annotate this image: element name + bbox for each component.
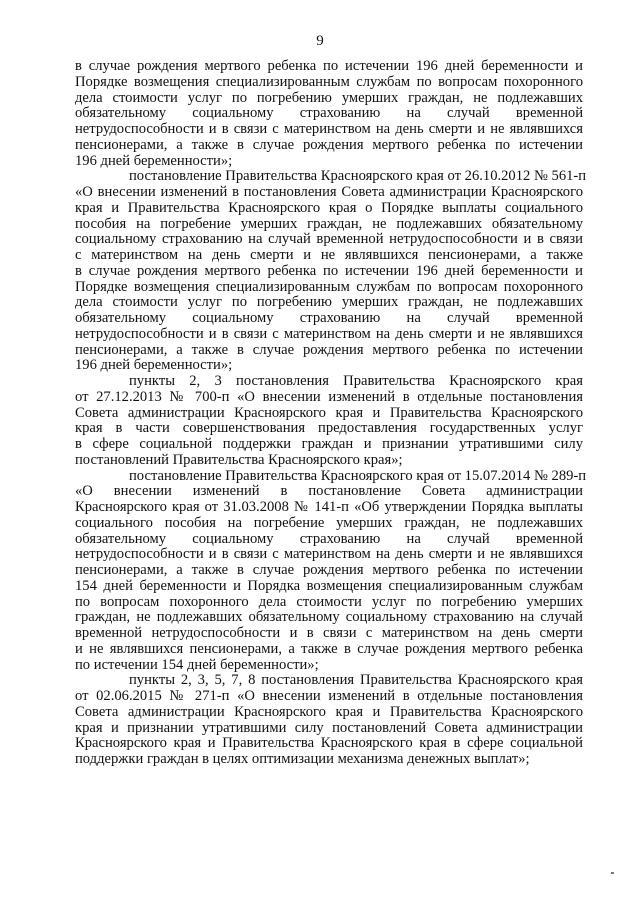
text-line: пенсионерами, а также в случае рождения мертвого ребенка по истечении	[75, 341, 583, 358]
text-line: нетрудоспособности и в связи с материнством на день смерти и не являвшихся	[75, 325, 583, 342]
text-line: постановлений Правительства Красноярского края»;	[75, 451, 403, 468]
text-line: в случае рождения мертвого ребенка по истечении 196 дней беременности и	[75, 58, 583, 74]
document-body	[75, 58, 587, 768]
text-line: Красноярского края и Правительства Красноярского края в сфере социальной	[75, 735, 583, 752]
text-line: по истечении 154 дней беременности»;	[75, 656, 319, 673]
text-line: пенсионерами, а также в случае рождения мертвого ребенка по истечении	[75, 136, 583, 153]
text-line: пособия на погребение умерших граждан, не подлежавших обязательному	[75, 215, 583, 232]
text-line: постановление Правительства Красноярского края от 26.10.2012 № 561-п	[129, 168, 587, 185]
text-line: обязательному социальному страхованию на случай временной	[75, 310, 583, 326]
text-line: края в части совершенствования предоставления государственных услуг	[75, 420, 583, 437]
text-line: от 02.06.2015 № 271-п «О внесении изменений в отдельные постановления	[75, 688, 583, 704]
text-line: 196 дней беременности»;	[75, 357, 233, 374]
page-number: 9	[316, 33, 324, 49]
text-line: «О внесении изменений в постановление Совета администрации	[75, 483, 583, 500]
text-line: граждан, не подлежавших обязательному социальному страхованию на случай	[75, 609, 583, 626]
text-line: Порядке возмещения специализированным службам по вопросам похоронного	[75, 278, 583, 295]
text-line: социальному страхованию на случай временной нетрудоспособности и в связи	[75, 231, 583, 248]
text-line: постановление Правительства Красноярского края от 15.07.2014 № 289-п	[129, 467, 587, 484]
text-line: пункты 2, 3, 5, 7, 8 постановления Правительства Красноярского края	[129, 672, 583, 689]
text-line: «О внесении изменений в постановления Совета администрации Красноярского	[75, 184, 583, 200]
text-line: края и признании утратившими силу постановлений Совета администрации	[75, 719, 583, 736]
text-line: Порядке возмещения специализированным службам по вопросам похоронного	[75, 73, 583, 90]
text-line: нетрудоспособности и в связи с материнством на день смерти и не являвшихся	[75, 121, 583, 137]
text-line: обязательному социальному страхованию на случай временной	[75, 530, 583, 547]
text-line: в случае рождения мертвого ребенка по истечении 196 дней беременности и	[75, 262, 583, 279]
text-line: от 27.12.2013 № 700-п «О внесении изменений в отдельные постановления	[75, 388, 583, 405]
text-line: Совета администрации Красноярского края и Правительства Красноярского	[75, 703, 583, 720]
text-line: и не являвшихся пенсионерами, а также в случае рождения мертвого ребенка	[75, 640, 583, 657]
text-line: дела стоимости услуг по погребению умерших граждан, не подлежавших	[75, 294, 583, 311]
text-line: социального пособия на погребение умерших граждан, не подлежавших	[75, 514, 583, 531]
text-line: дела стоимости услуг по погребению умерших граждан, не подлежавших	[75, 89, 583, 106]
text-line: временной нетрудоспособности и в связи с материнством на день смерти	[75, 625, 583, 641]
text-line: поддержки граждан в целях оптимизации механизма денежных выплат»;	[75, 751, 530, 767]
text-line: пенсионерами, а также в случае рождения мертвого ребенка по истечении	[75, 562, 583, 578]
text-line: по вопросам похоронного дела стоимости услуг по погребению умерших	[75, 593, 583, 610]
paragraph	[75, 168, 587, 374]
text-line: 154 дней беременности и Порядка возмещения специализированным службам	[75, 577, 583, 594]
text-line: 196 дней беременности»;	[75, 152, 233, 169]
text-line: Совета администрации Красноярского края и Правительства Красноярского	[75, 404, 583, 421]
scan-speck	[611, 872, 614, 874]
text-line: в сфере социальной поддержки граждан и признании утратившими силу	[75, 436, 583, 452]
paragraph	[75, 467, 587, 674]
text-line: с материнством на день смерти и не являвшихся пенсионерами, а также	[75, 247, 583, 263]
paragraph	[75, 374, 583, 469]
text-line: пункты 2, 3 постановления Правительства Красноярского края	[129, 373, 583, 389]
text-line: обязательному социальному страхованию на случай временной	[75, 105, 583, 122]
text-line: Красноярского края от 31.03.2008 № 141-п «Об утверждении Порядка выплаты	[75, 499, 583, 515]
text-line: нетрудоспособности и в связи с материнством на день смерти и не являвшихся	[75, 546, 583, 563]
paragraph	[75, 59, 583, 169]
text-line: края и Правительства Красноярского края о Порядке выплаты социального	[75, 199, 583, 216]
paragraph	[75, 673, 583, 768]
